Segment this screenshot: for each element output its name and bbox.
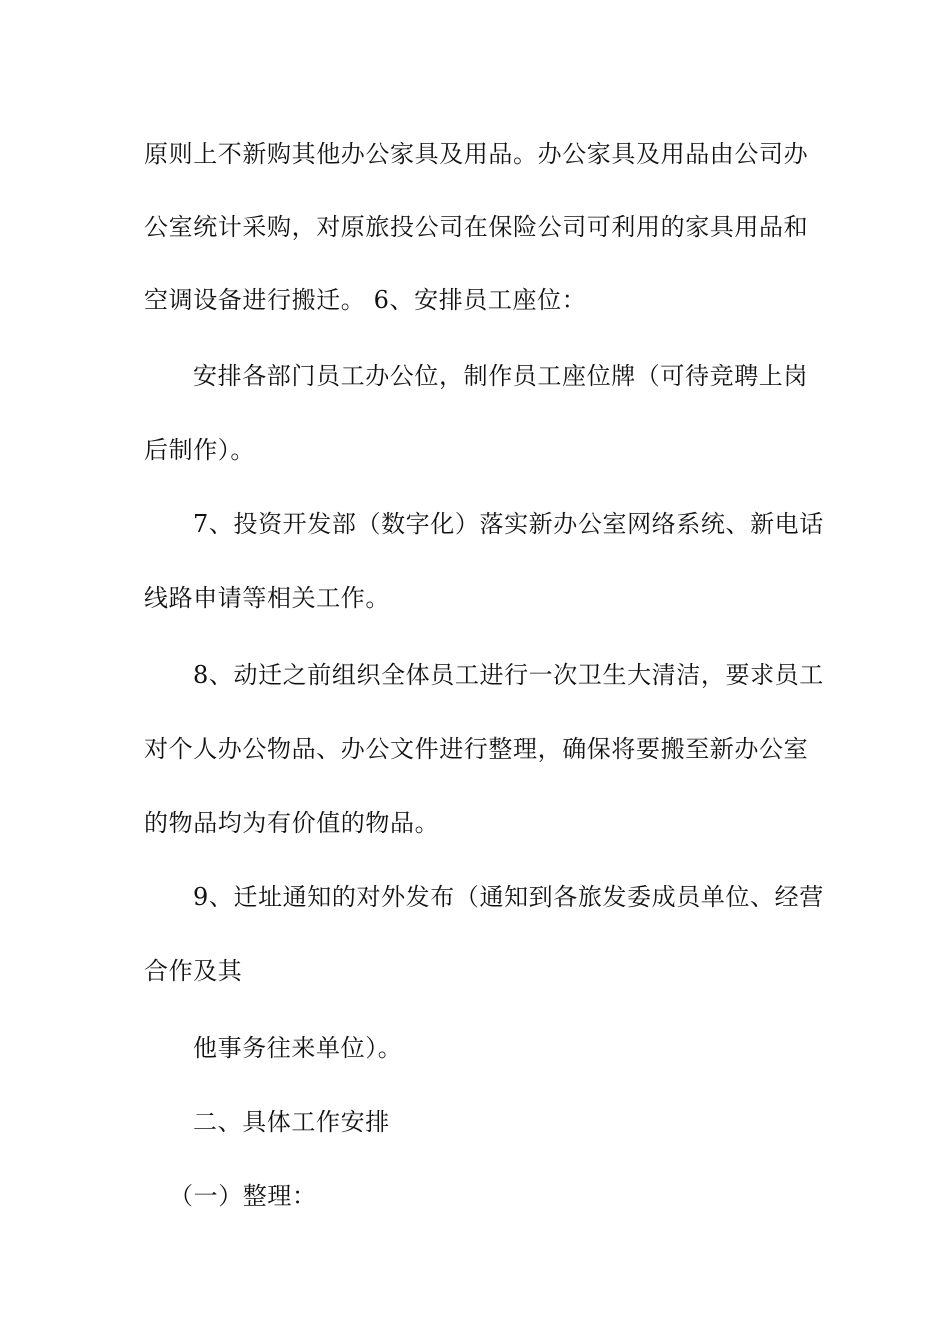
paragraph-start: 他事务往来单位）。 (193, 1034, 403, 1062)
text-line: 原则上不新购其他办公家具及用品。办公家具及用品由公司办 (144, 140, 809, 168)
text-line: 后制作）。 (144, 436, 255, 464)
paragraph-start: 安排各部门员工办公位，制作员工座位牌（可待竞聘上岗 (193, 362, 808, 390)
paragraph-start: 8、动迁之前组织全体员工进行一次卫生大清洁，要求员工 (193, 661, 824, 689)
text-line: 空调设备进行搬迁。 6、安排员工座位： (144, 286, 587, 314)
paragraph-start: 7、投资开发部（数字化）落实新办公室网络系统、新电话 (193, 510, 824, 538)
subsection-heading: （一）整理： (169, 1182, 317, 1210)
section-heading: 二、具体工作安排 (193, 1108, 390, 1136)
text-line: 对个人办公物品、办公文件进行整理，确保将要搬至新办公室 (144, 735, 809, 763)
text-line: 合作及其 (144, 957, 243, 985)
text-line: 线路申请等相关工作。 (144, 584, 390, 612)
text-line: 公室统计采购，对原旅投公司在保险公司可利用的家具用品和 (144, 213, 809, 241)
paragraph-start: 9、迁址通知的对外发布（通知到各旅发委成员单位、经营 (193, 883, 824, 911)
text-line: 的物品均为有价值的物品。 (144, 809, 440, 837)
